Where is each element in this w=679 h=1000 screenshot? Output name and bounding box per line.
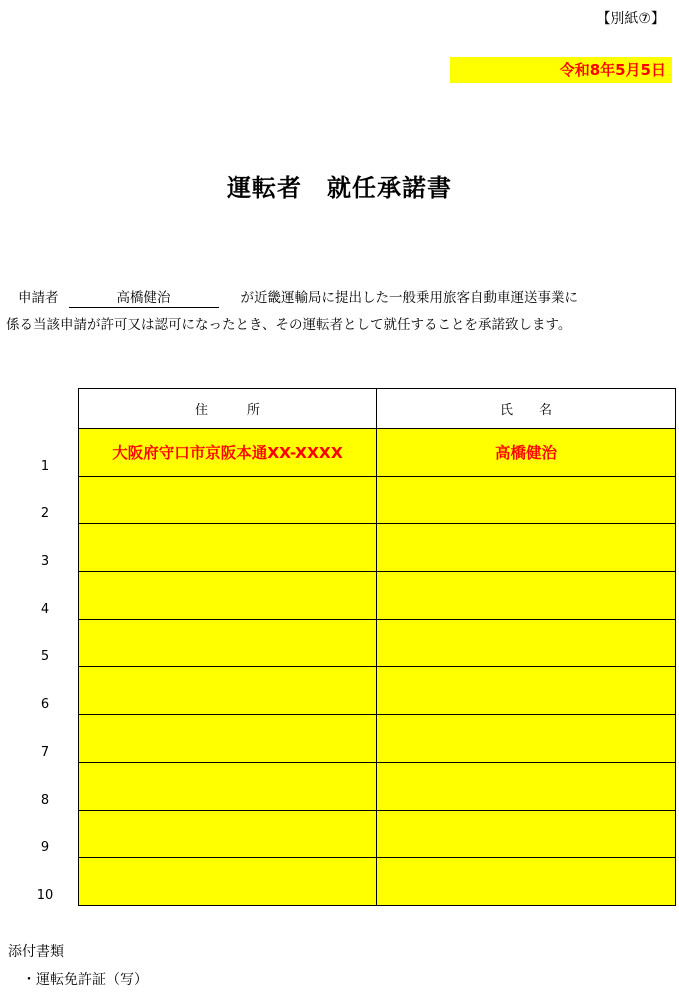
row-number: 1 bbox=[40, 458, 50, 474]
name-cell[interactable]: 高橋健治 bbox=[377, 429, 676, 477]
row-number: 8 bbox=[40, 792, 50, 808]
name-cell[interactable] bbox=[377, 476, 676, 524]
row-number: 3 bbox=[40, 554, 50, 570]
row-number: 6 bbox=[40, 697, 50, 713]
address-cell[interactable]: 大阪府守口市京阪本通XX-XXXX bbox=[79, 429, 377, 477]
row-number: 7 bbox=[40, 744, 50, 760]
table-row bbox=[79, 715, 676, 763]
table-row bbox=[79, 524, 676, 572]
address-cell[interactable] bbox=[79, 572, 377, 620]
address-cell[interactable] bbox=[79, 858, 377, 906]
address-cell[interactable] bbox=[79, 476, 377, 524]
address-cell[interactable] bbox=[79, 715, 377, 763]
applicant-name: 高橋健治 bbox=[69, 290, 219, 308]
name-cell[interactable] bbox=[377, 619, 676, 667]
name-cell[interactable] bbox=[377, 762, 676, 810]
address-cell[interactable] bbox=[79, 667, 377, 715]
name-cell[interactable] bbox=[377, 524, 676, 572]
row-number: 2 bbox=[40, 506, 50, 522]
table-row bbox=[79, 476, 676, 524]
applicant-label: 申請者 bbox=[18, 290, 59, 306]
address-column-header: 住 所 bbox=[79, 389, 377, 429]
table-row bbox=[79, 572, 676, 620]
statement-line-1 bbox=[6, 288, 674, 308]
name-cell[interactable] bbox=[377, 810, 676, 858]
table-row bbox=[79, 667, 676, 715]
driver-table bbox=[78, 388, 676, 906]
table-row bbox=[79, 762, 676, 810]
address-cell[interactable] bbox=[79, 619, 377, 667]
row-number: 9 bbox=[40, 840, 50, 856]
table-header-row bbox=[79, 389, 676, 429]
table-row bbox=[79, 619, 676, 667]
attachments-heading: 添付書類 bbox=[8, 944, 64, 960]
statement-line-2: 係る当該申請が許可又は認可になったとき、その運転者として就任することを承諾致します。 bbox=[6, 317, 572, 333]
address-cell[interactable] bbox=[79, 810, 377, 858]
statement-text-1: が近畿運輸局に提出した一般乗用旅客自動車運送事業に bbox=[240, 290, 578, 306]
name-column-header: 氏 名 bbox=[377, 389, 676, 429]
attachment-item: ・運転免許証（写） bbox=[22, 972, 148, 988]
row-number: 10 bbox=[36, 887, 54, 903]
name-cell[interactable] bbox=[377, 858, 676, 906]
row-number-column bbox=[30, 428, 60, 905]
address-cell[interactable] bbox=[79, 524, 377, 572]
attachment-number: 【別紙⑦】 bbox=[596, 11, 665, 27]
document-date: 令和8年5月5日 bbox=[450, 57, 672, 83]
name-cell[interactable] bbox=[377, 572, 676, 620]
name-cell[interactable] bbox=[377, 667, 676, 715]
name-cell[interactable] bbox=[377, 715, 676, 763]
document-title: 運転者 就任承諾書 bbox=[227, 174, 452, 202]
row-number: 5 bbox=[40, 649, 50, 665]
row-number: 4 bbox=[40, 601, 50, 617]
address-cell[interactable] bbox=[79, 762, 377, 810]
table-row bbox=[79, 810, 676, 858]
table-row bbox=[79, 858, 676, 906]
table-row bbox=[79, 429, 676, 477]
